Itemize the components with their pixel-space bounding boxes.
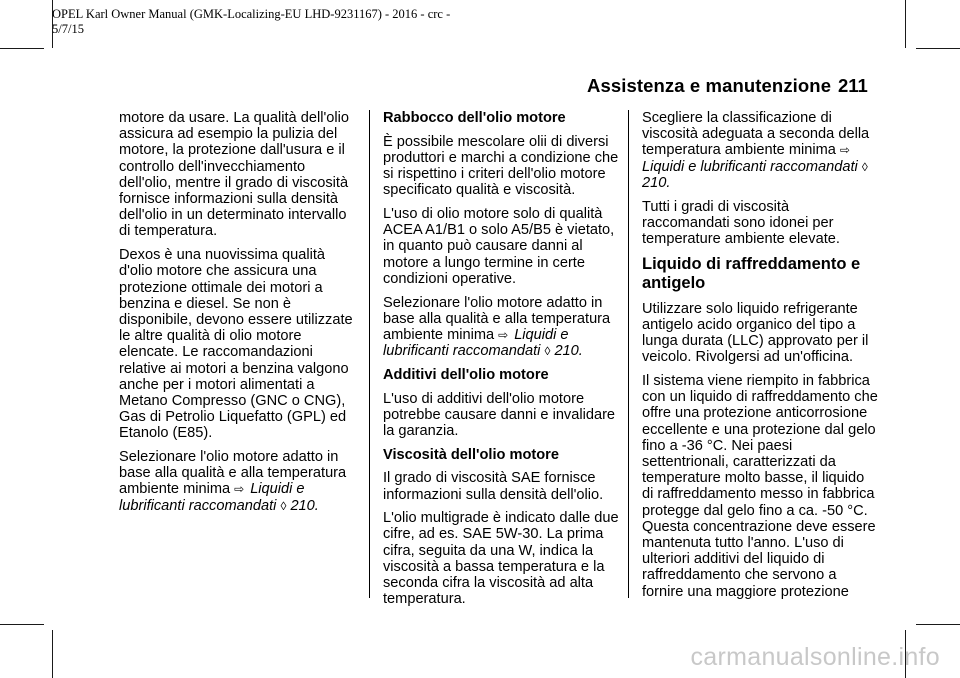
page-arrow-icon: ◊: [544, 344, 551, 359]
meta-line: 5/7/15: [52, 22, 84, 36]
reference-arrow-icon: ⇨: [839, 143, 850, 158]
crop-mark: [916, 48, 960, 49]
cross-reference-link[interactable]: Liquidi e lubrificanti raccomandati: [119, 481, 305, 514]
text-column-1: [119, 110, 355, 521]
page-arrow-icon: ◊: [280, 498, 287, 513]
paragraph: motore da usare. La qualità dell'olio assicura ad esempio la pulizia del motore, la protezione dall'usura e il controllo dell'invecchiamento dell'olio, mentre il grado di viscosità fornisce informazioni sulla densità dell'olio in un determinato intervallo di temperatura.: [119, 110, 349, 240]
crop-mark: [0, 48, 44, 49]
paragraph: Tutti i gradi di viscosità raccomandati sono idonei per temperature ambiente elevate.: [642, 198, 840, 247]
paragraph-text: Selezionare l'olio motore adatto in base alla qualità e alla temperatura ambiente minima: [383, 294, 611, 343]
paragraph: L'olio multigrade è indicato dalle due cifre, ad es. SAE 5W-30. La prima cifra, seguita da una W, indica la viscosità a bassa temperatura e la seconda cifra la viscosità ad alta temperatura.: [383, 510, 619, 608]
column-divider: [628, 110, 629, 598]
paragraph: L'uso di olio motore solo di qualità ACEA A1/B1 o solo A5/B5 è vietato, in quanto può causare danni al motore a lungo termine in certe condizioni operative.: [383, 206, 615, 287]
text-column-3: [642, 110, 878, 607]
paragraph: [383, 295, 619, 360]
subheading: Additivi dell'olio motore: [383, 366, 549, 383]
page-number: 211: [838, 75, 868, 96]
reference-arrow-icon: ⇨: [234, 482, 245, 497]
subheading: Rabbocco dell'olio motore: [383, 110, 566, 126]
paragraph-text: Selezionare l'olio motore adatto in base alla qualità e alla temperatura ambiente minima: [119, 449, 347, 498]
paragraph-text: Scegliere la classificazione di viscosità adeguata a seconda della temperatura ambiente minima: [642, 110, 870, 159]
column-divider: [369, 110, 370, 598]
crop-mark: [916, 624, 960, 625]
section-heading: Liquido di raffreddamento e antigelo: [642, 254, 861, 293]
reference-arrow-icon: ⇨: [498, 327, 509, 342]
paragraph: È possibile mescolare olii di diversi produttori e marchi a condizione che si rispettino i criteri dell'olio motore specificato qualità e viscosità.: [383, 133, 619, 199]
crop-mark: [905, 0, 906, 48]
paragraph: [642, 110, 878, 191]
reference-page[interactable]: 210.: [290, 497, 319, 514]
cross-reference-link[interactable]: Liquidi e lubrificanti raccomandati: [383, 326, 569, 360]
meta-line: OPEL Karl Owner Manual (GMK-Localizing-EU LHD-9231167) - 2016 - crc -: [52, 7, 451, 21]
reference-page[interactable]: 210.: [642, 174, 671, 191]
text-column-2: [383, 110, 619, 615]
watermark-text: carmanualsonline.info: [690, 643, 940, 671]
crop-mark: [52, 630, 53, 678]
document-meta: [52, 7, 512, 37]
section-title: Assistenza e manutenzione: [587, 75, 832, 96]
subheading: Viscosità dell'olio motore: [383, 446, 559, 463]
paragraph: L'uso di additivi dell'olio motore potrebbe causare danni e invalidare la garanzia.: [383, 390, 616, 439]
paragraph: [119, 449, 355, 514]
paragraph: Il grado di viscosità SAE fornisce informazioni sulla densità dell'olio.: [383, 470, 604, 503]
paragraph: Dexos è una nuovissima qualità d'olio motore che assicura una protezione ottimale dei motori a benzina e diesel. Se non è disponibile, devono essere utilizzate le altre qualità di olio motore elencate. Le raccomandazioni relative ai motori a benzina valgono anche per i motori alimentati a Metano Compresso (GNC o CNG), Gas di Petrolio Liquefatto (GPL) ed Etanolo (E85).: [119, 247, 353, 442]
crop-mark: [0, 624, 44, 625]
paragraph: Utilizzare solo liquido refrigerante antigelo acido organico del tipo a lunga durata (LLC) approvato per il veicolo. Rivolgersi ad un'officina.: [642, 300, 869, 366]
reference-page[interactable]: 210.: [554, 343, 583, 360]
cross-reference-link[interactable]: Liquidi e lubrificanti raccomandati: [642, 158, 858, 175]
paragraph: Il sistema viene riempito in fabbrica con un liquido di raffreddamento che offre una protezione anticorrosione eccellente e una protezione dal gelo fino a -36 °C. Nei paesi settentrionali, caratterizzati da temperature molto basse, il liquido di raffreddamento messo in fabbrica protegge dal gelo fino a ca. -50 °C. Questa concentrazione deve essere mantenuta tutto l'anno. L'uso di ulteriori additivi del liquido di raffreddamento che servono a fornire una maggiore protezione: [642, 372, 878, 600]
page-arrow-icon: ◊: [861, 159, 868, 174]
